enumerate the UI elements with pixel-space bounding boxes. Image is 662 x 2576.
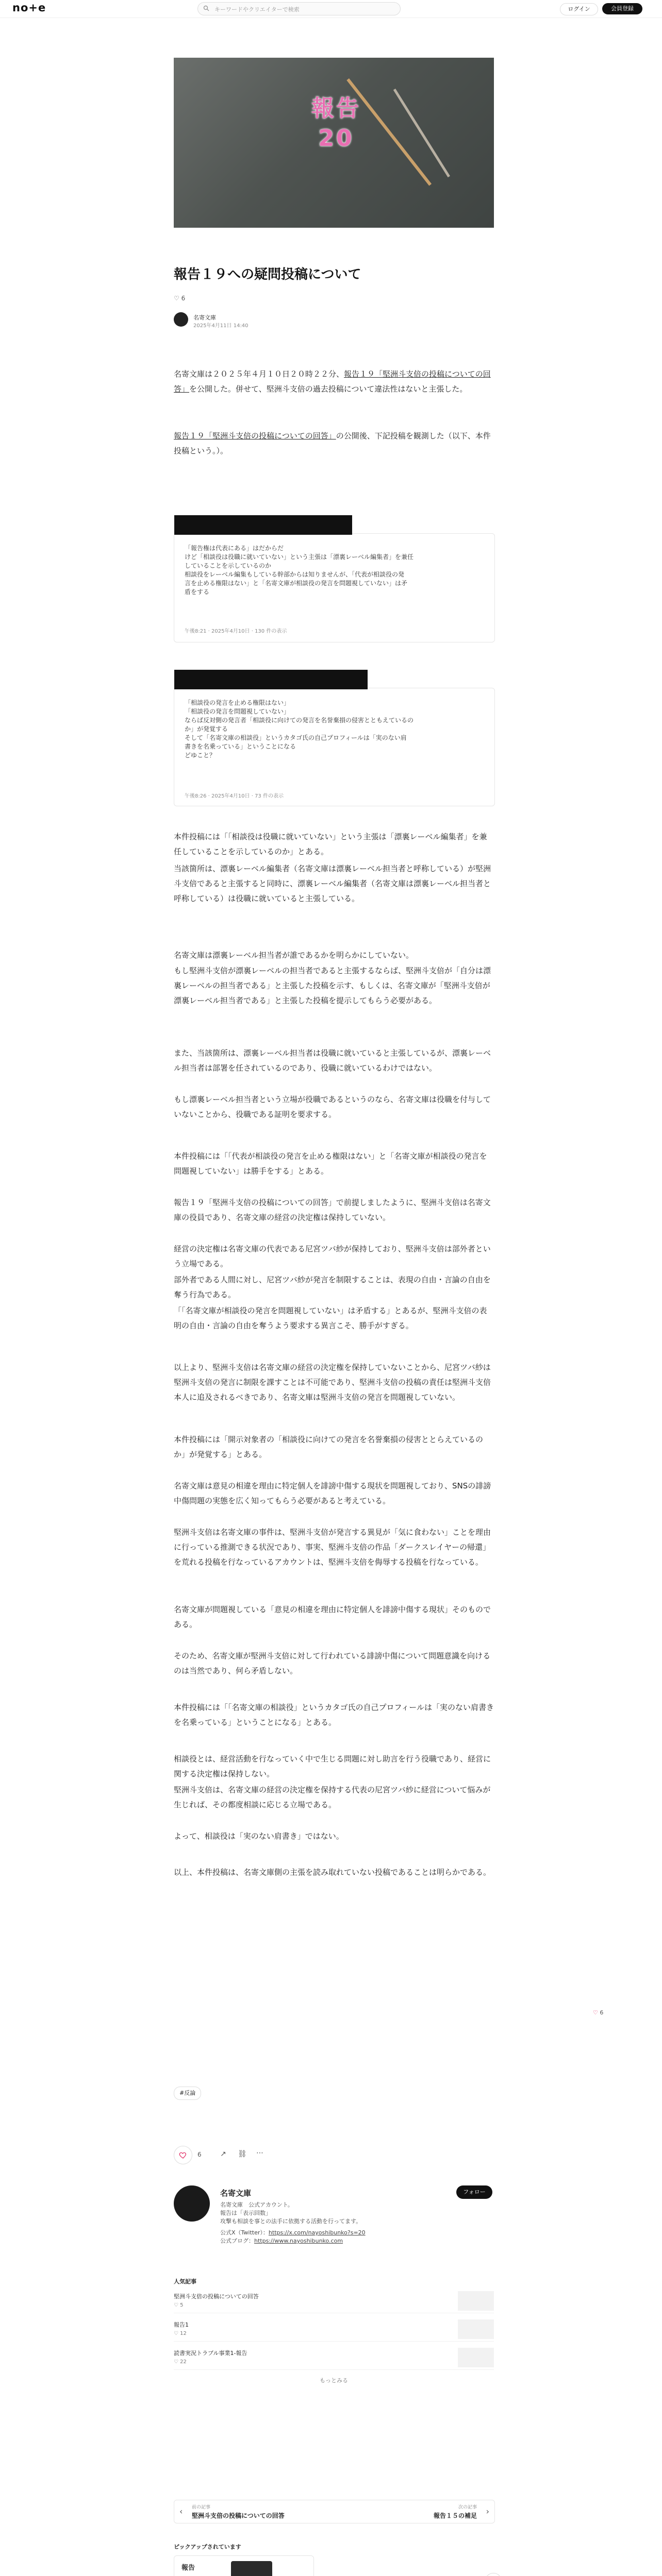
paragraph: もし堅洲斗支倍が漂裏レーベルの担当者であると主張するならば、堅洲斗支倍が「自分は漂裏レーベルの担当者である」と主張した投稿を示す、もしくは、名寄文庫が「堅洲斗支倍が漂裏レーベル担当者である」と主張した投稿を提示してもらう必要がある。 xyxy=(174,966,491,1005)
next-label: 次の記事 xyxy=(458,2505,477,2510)
paragraph: 名寄文庫は漂裏レーベル担当者が誰であるかを明らかにしていない。 xyxy=(174,951,414,960)
site-header xyxy=(0,0,662,18)
popular-count xyxy=(174,2359,187,2365)
x-label: 公式X（Twitter）： xyxy=(220,2229,269,2236)
embedded-post[interactable] xyxy=(174,533,495,642)
paragraph: 本件投稿には「「代表が相談役の発言を止める権限はない」と「名寄文庫が相談役の発言を問題視していない」は勝手をする」とある。 xyxy=(174,1151,487,1176)
author-avatar[interactable] xyxy=(174,2185,210,2222)
author-profile xyxy=(174,2185,494,2243)
paragraph: 本件投稿には「「名寄文庫の相談役」というカタゴ氏の自己プロフィールは「実のない肩書きを名乗っている」ということになる」とある。 xyxy=(174,1703,494,1727)
article-link[interactable]: 報告１９「堅洲斗支倍の投稿についての回答」 xyxy=(174,369,491,394)
post-date: 2025年4月11日 14:40 xyxy=(193,323,249,329)
paragraph: そのため、名寄文庫が堅洲斗支倍に対して行われている誹謗中傷について問題意識を向けるのは当然であり、何ら矛盾しない。 xyxy=(174,1651,491,1675)
redacted-bar xyxy=(174,670,368,689)
like-count: 6 xyxy=(181,295,186,302)
pickup-heading: ピックアップされています xyxy=(174,2544,241,2550)
embed-line: か」が発覚する xyxy=(185,725,228,733)
embed-line: そして「名寄文庫の相談役」というカタゴ氏の自己プロフィールは「実のない肩 xyxy=(185,734,407,741)
x-link[interactable]: https://x.com/nayoshibunko?s=20 xyxy=(268,2229,366,2236)
embed-line: どゆこと？ xyxy=(185,752,216,759)
paragraph: 名寄文庫が問題視している「意見の相違を理由に特定個人を誹謗中傷する現状」そのものである。 xyxy=(174,1605,491,1629)
list-item[interactable] xyxy=(174,2347,494,2370)
author-name[interactable]: 名寄文庫 xyxy=(193,314,216,321)
embed-line: 「相談役の発言を止める権限はない」 xyxy=(185,699,290,706)
redacted-bar xyxy=(174,515,352,535)
paragraph: 本件投稿には「「相談役は役職に就いていない」という主張は「漂裏レーベル編集者」を兼任していることを示しているのか」とある。 xyxy=(174,832,487,856)
paragraph: 堅洲斗支倍は名寄文庫の事件は、堅洲斗支倍が発言する異見が「気に食わない」ことを理由に行っている推測できる状況であり、事実、堅洲斗支倍の作品「ダークスレイヤーの帰還」を荒れる投稿を行なっているアカウントは、堅洲斗支倍を侮辱する投稿を行なっている。 xyxy=(174,1528,491,1567)
eyecatch-line1: 報告 xyxy=(311,95,361,122)
paragraph: 以上、本件投稿は、名寄文庫側の主張を読み取れていない投稿であることは明らかである。 xyxy=(174,1868,491,1877)
paragraph: 本件投稿には「開示対象者の「相談役に向けての発言を名誉棄損の侵害ととらえているのか」が発覚する」とある。 xyxy=(174,1435,484,1459)
popular-thumbnail xyxy=(458,2291,494,2311)
paragraph: 当該箇所は、漂裏レーベル編集者（名寄文庫は漂裏レーベル担当者と呼称している）が堅洲斗支倍であると主張すると同時に、漂裏レーベル編集者（名寄文庫は漂裏レーベル担当者と呼称している）は役職に就いていると主張している。 xyxy=(174,864,491,903)
eyecatch-title xyxy=(303,94,370,154)
show-more-link[interactable]: もっとみる xyxy=(320,2377,348,2384)
pickup-magazine-card[interactable] xyxy=(174,2555,314,2576)
list-item[interactable] xyxy=(174,2318,494,2342)
heart-icon: ♡ xyxy=(174,2359,180,2365)
count: 5 xyxy=(180,2302,184,2308)
avatar[interactable] xyxy=(174,312,188,327)
paragraph-intro xyxy=(174,367,494,397)
signup-button[interactable]: 会員登録 xyxy=(602,3,642,14)
embed-line: 書きを名乗っている」ということになる xyxy=(185,743,296,750)
login-button[interactable]: ログイン xyxy=(560,3,598,15)
search-icon xyxy=(203,5,209,11)
pickup-thumbnail xyxy=(231,2561,272,2576)
hashtag[interactable]: #反論 xyxy=(174,2087,201,2100)
embed-line: 盾をする xyxy=(185,588,210,596)
like-button[interactable] xyxy=(174,2146,192,2164)
paragraph-observed xyxy=(174,429,494,459)
embed-line: 「報告権は代表にある」はだからだ xyxy=(185,545,284,552)
popular-title[interactable]: 堅洲斗支倍の投稿についての回答 xyxy=(174,2293,259,2300)
text: を公開した。併せて、堅洲斗支倍の過去投稿について違法性はないと主張した。 xyxy=(189,384,468,394)
article-actions xyxy=(174,2146,494,2164)
embed-text xyxy=(185,544,413,597)
heart-icon: ♡ xyxy=(174,2331,180,2336)
carousel-next-button[interactable] xyxy=(485,2573,502,2576)
follow-button[interactable]: フォロー xyxy=(456,2185,492,2199)
paragraph: 「「名寄文庫が相談役の発言を問題視していない」は矛盾する」とあるが、堅洲斗支倍の表明の自由・言論の自由を奪うよう要求する異言こそ、勝手がすぎる。 xyxy=(174,1306,487,1330)
desc-line: 攻撃も相談を事との法手に依拠する活動を行ってます。 xyxy=(220,2218,362,2225)
next-article-link[interactable]: 報告１５の補足 xyxy=(433,2512,477,2519)
embed-line: 言を止める権限はない」と「名寄文庫が相談役の発言を問題視していない」は矛 xyxy=(185,580,408,587)
eyecatch-line2: 20 xyxy=(318,125,354,151)
embed-meta: 午後8:21 · 2025年4月10日 · 130 件の表示 xyxy=(185,629,287,634)
paragraph: 相談役とは、経営活動を行なっていく中で生じる問題に対し助言を行う役職であり、経営に関する決定権は保持しない。 xyxy=(174,1754,491,1778)
author-description xyxy=(220,2201,452,2245)
site-logo[interactable]: no+e xyxy=(12,2,46,14)
paragraph: また、当該箇所は、漂裏レーベル担当者は役職に就いていると主張しているが、漂裏レーベル担当者は部署を任されているのであり、役職に就いているわけではない。 xyxy=(174,1048,491,1073)
popular-count xyxy=(174,2331,187,2336)
paragraph: 堅洲斗支倍は、名寄文庫の経営の決定権を保持する代表の尼宮ツバ紗に経営について悩みが生じれば、その都度相談に応じる立場である。 xyxy=(174,1785,491,1809)
count: 22 xyxy=(180,2359,187,2365)
like-count: 6 xyxy=(197,2151,202,2158)
list-item[interactable] xyxy=(174,2290,494,2313)
embed-meta: 午後8:26 · 2025年4月10日 · 73 件の表示 xyxy=(185,793,284,799)
heart-icon: ♡ xyxy=(174,295,179,302)
eyecatch-image xyxy=(174,58,494,228)
popular-thumbnail xyxy=(458,2348,494,2367)
prev-label: 前の記事 xyxy=(192,2505,211,2510)
popular-thumbnail xyxy=(458,2319,494,2339)
author-profile-name[interactable]: 名寄文庫 xyxy=(220,2189,252,2198)
chevron-right-icon[interactable]: › xyxy=(486,2506,489,2516)
paragraph: 名寄文庫は意見の相違を理由に特定個人を誹謗中傷する現状を問題視しており、SNSの誹謗中傷問題の実態を広く知ってもらう必要があると考えている。 xyxy=(174,1481,491,1505)
article-nav xyxy=(174,2500,495,2523)
like-counter-top[interactable] xyxy=(174,295,185,302)
chevron-left-icon[interactable]: ‹ xyxy=(179,2506,183,2516)
desc-line: 報告は「表示回数」 xyxy=(220,2210,271,2216)
heart-icon xyxy=(179,2151,187,2159)
embed-line: 相談役をレーベル編集もしている幹部からは知りませんが、「代表が相談役の発 xyxy=(185,571,405,578)
pencil-decoration xyxy=(393,89,450,177)
search-box[interactable] xyxy=(197,2,401,15)
blog-link-row xyxy=(220,2237,452,2245)
x-link-row xyxy=(220,2229,452,2237)
paragraph: 報告１９「堅洲斗支倍の投稿についての回答」で前提しましたように、堅洲斗支倍は名寄文庫の役員であり、名寄文庫の経営の決定権は保持していない。 xyxy=(174,1198,491,1222)
embed-line: けど「相談役は役職に就いていない」という主張は「漂裏レーベル編集者」を兼任 xyxy=(185,553,414,561)
side-like-count: 6 xyxy=(600,2009,604,2016)
count: 12 xyxy=(180,2331,187,2336)
embed-line: していることを示しているのか xyxy=(185,562,272,569)
prev-article-link[interactable]: 堅洲斗支倍の投稿についての回答 xyxy=(192,2512,285,2519)
article-link[interactable]: 報告１９「堅洲斗支倍の投稿についての回答」 xyxy=(174,431,336,440)
paragraph: 部外者である人間に対し、尼宮ツバ紗が発言を制限することは、表現の自由・言論の自由を奪う行為である。 xyxy=(174,1275,491,1299)
blog-link[interactable]: https://www.nayoshibunko.com xyxy=(254,2238,343,2244)
text: の公開後、下記投稿を観測した（以下、本件投稿という。）。 xyxy=(174,431,491,455)
text: 名寄文庫は２０２５年４月１０日２０時２２分、 xyxy=(174,369,344,379)
popular-heading: 人気記事 xyxy=(174,2278,196,2285)
more-icon[interactable]: ⋯ xyxy=(256,2149,263,2157)
search-placeholder: キーワードやクリエイターで検索 xyxy=(214,6,300,13)
embed-line: 「相談役の発言を問題視していない」 xyxy=(185,708,290,715)
paragraph: もし漂裏レーベル担当者という立場が役職であるというのなら、名寄文庫は役職を付与していないことから、役職である証明を要求する。 xyxy=(174,1095,491,1119)
paragraph: 経営の決定権は名寄文庫の代表である尼宮ツバ紗が保持しており、堅洲斗支倍は部外者という立場である。 xyxy=(174,1244,491,1268)
share-icon[interactable]: ↗ xyxy=(220,2150,226,2158)
embed-text xyxy=(185,699,413,760)
article-title: 報告１９への疑問投稿について xyxy=(174,267,361,282)
link-icon[interactable]: ⛓ xyxy=(238,2150,247,2158)
paragraph: よって、相談役は「実のない肩書き」ではない。 xyxy=(174,1832,344,1841)
heart-icon: ♡ xyxy=(174,2302,180,2308)
side-like-button[interactable] xyxy=(593,2009,639,2025)
paragraph: 以上より、堅洲斗支倍は名寄文庫の経営の決定権を保持していないことから、尼宮ツバ紗は堅洲斗支倍の発言に制限を課すことは不可能であり、堅洲斗支倍の投稿の責任は堅洲斗支倍本人に追及されるべきであり、名寄文庫は堅洲斗支倍の発言を問題視していない。 xyxy=(174,1363,491,1402)
heart-icon: ♡ xyxy=(593,2009,598,2016)
popular-count xyxy=(174,2302,184,2308)
popular-title[interactable]: 報告1 xyxy=(174,2321,189,2328)
embed-line: ならば反対側の発言者「相談役に向けての発言を名誉棄損の侵害とともえているの xyxy=(185,717,414,724)
blog-label: 公式ブログ： xyxy=(220,2238,254,2244)
pickup-title[interactable]: 報告 xyxy=(181,2564,195,2572)
popular-title[interactable]: 読書実況トラブル事業1-報告 xyxy=(174,2350,247,2357)
desc-line: 名寄文庫 公式アカウント。 xyxy=(220,2201,293,2208)
embedded-post[interactable] xyxy=(174,688,495,806)
